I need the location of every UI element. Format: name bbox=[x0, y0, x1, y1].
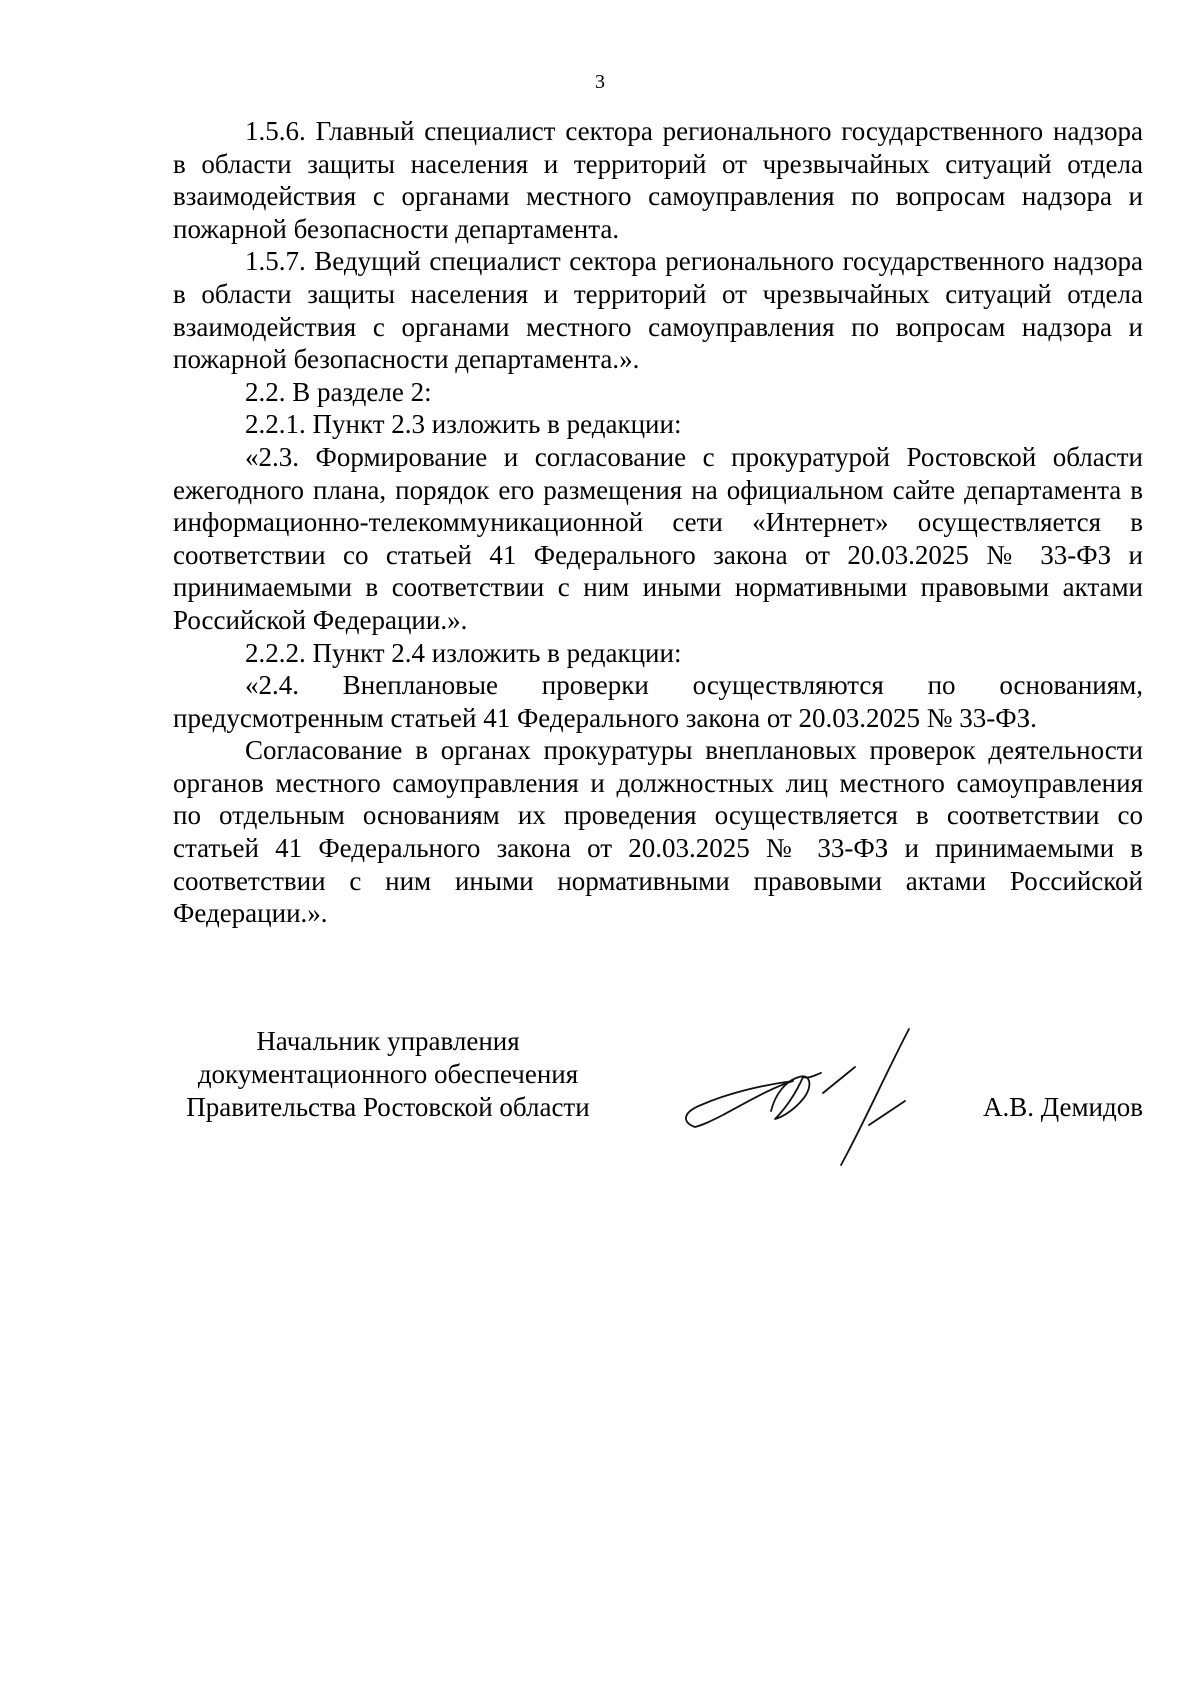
handwritten-signature bbox=[653, 1015, 923, 1180]
signature-block bbox=[173, 1025, 1143, 1185]
paragraph-approval: Согласование в органах прокуратуры внеплановых проверок деятельности органов местного самоуправления и должностных лиц местного самоуправления по отдельным основаниям их проведения осуществляется в соответствии со статьей 41 Федерального закона от 20.03.2025 № 33-ФЗ и принимаемыми в соответствии с ним иными нормативными правовыми актами Российской Федерации.». bbox=[173, 735, 1143, 929]
signatory-position-line: Правительства Ростовской области bbox=[186, 1092, 590, 1122]
signatory-position-line: Начальник управления bbox=[256, 1026, 520, 1056]
paragraph-1-5-6: 1.5.6. Главный специалист сектора регионального государственного надзора в области защиты населения и территорий от чрезвычайных ситуаций отдела взаимодействия с органами местного самоуправления по вопросам надзора и пожарной безопасности департамента. bbox=[173, 116, 1143, 244]
paragraph-2-4-text: «2.4. Внеплановые проверки осуществляются по основаниям, предусмотренным статьей 41 Федерального закона от 20.03.2025 № 33-ФЗ. bbox=[173, 670, 1143, 733]
signatory-position bbox=[173, 1025, 603, 1124]
signatory-position-line: документационного обеспечения bbox=[197, 1059, 579, 1089]
paragraph-1-5-7: 1.5.7. Ведущий специалист сектора регионального государственного надзора в области защиты населения и территорий от чрезвычайных ситуаций отдела взаимодействия с органами местного самоуправления по вопросам надзора и пожарной безопасности департамента.». bbox=[173, 246, 1143, 375]
signatory-name: А.В. Демидов bbox=[982, 1092, 1143, 1122]
paragraph-2-2-1: 2.2.1. Пункт 2.3 изложить в редакции: bbox=[245, 409, 682, 440]
paragraph-2-2: 2.2. В разделе 2: bbox=[245, 376, 432, 407]
paragraph-2-3-text: «2.3. Формирование и согласование с прокуратурой Ростовской области ежегодного плана, порядок его размещения на официальном сайте департамента в информационно-телекоммуникационной сети «Интернет» осуществляется в соответствии со статьей 41 Федерального закона от 20.03.2025 № 33-ФЗ и принимаемыми в соответствии с ним иными нормативными правовыми актами Российской Федерации.». bbox=[173, 441, 1143, 635]
document-body bbox=[173, 115, 1143, 930]
paragraph-2-2-2: 2.2.2. Пункт 2.4 изложить в редакции: bbox=[245, 637, 682, 668]
page-number: 3 bbox=[595, 71, 605, 93]
